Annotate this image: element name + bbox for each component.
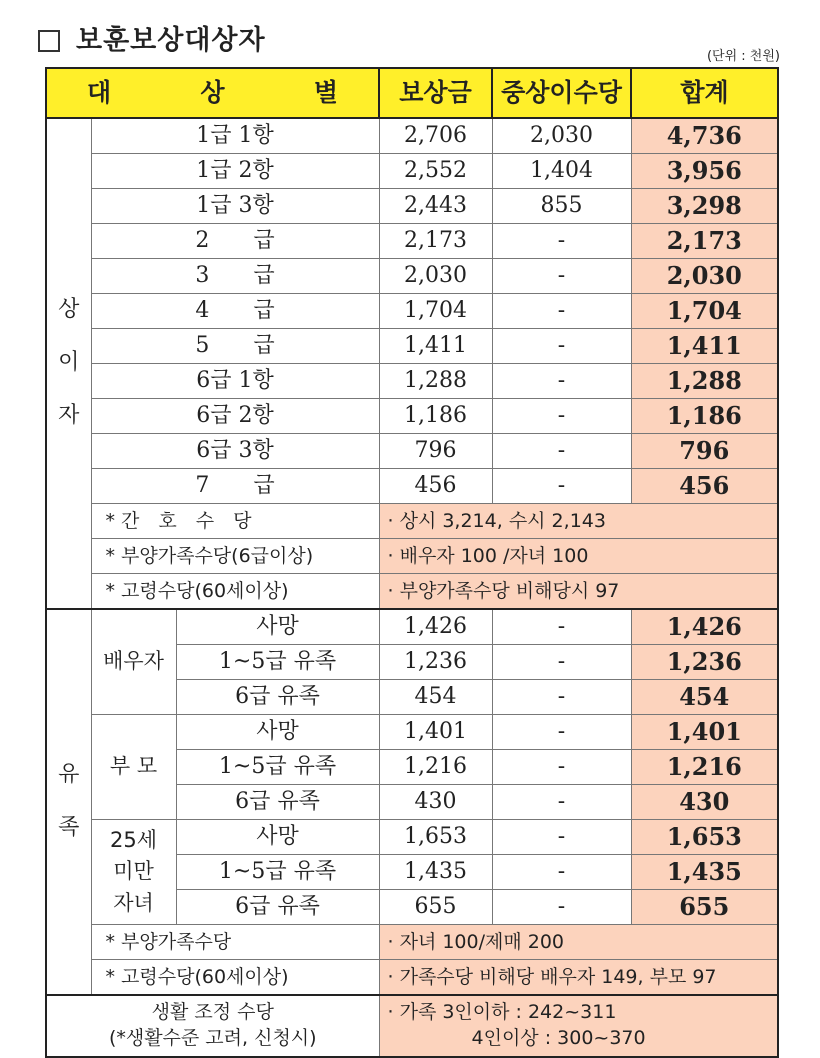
grade-cell: 1급 3항 bbox=[91, 189, 379, 224]
living-allowance-value: · 가족 3인이하 : 242~311 4인이상 : 300~370 bbox=[379, 995, 778, 1057]
total-cell: 2,173 bbox=[631, 224, 778, 259]
note-row bbox=[46, 504, 778, 539]
severe-allowance-cell: - bbox=[492, 890, 631, 925]
page-title bbox=[38, 18, 266, 57]
checkbox-square-icon bbox=[38, 30, 60, 52]
compensation-cell: 1,411 bbox=[379, 329, 492, 364]
note-value: · 자녀 100/제매 200 bbox=[379, 925, 778, 960]
note-label: * 고령수당(60세이상) bbox=[91, 960, 379, 996]
grade-cell: 1급 1항 bbox=[91, 118, 379, 154]
header-category-char: 상 bbox=[200, 78, 225, 108]
table-row bbox=[46, 294, 778, 329]
total-cell: 1,216 bbox=[631, 750, 778, 785]
compensation-cell: 796 bbox=[379, 434, 492, 469]
compensation-cell: 2,706 bbox=[379, 118, 492, 154]
compensation-cell: 456 bbox=[379, 469, 492, 504]
compensation-cell: 1,288 bbox=[379, 364, 492, 399]
total-cell: 1,704 bbox=[631, 294, 778, 329]
total-cell: 655 bbox=[631, 890, 778, 925]
total-cell: 430 bbox=[631, 785, 778, 820]
living-allowance-label: 생활 조정 수당 (*생활수준 고려, 신청시) bbox=[46, 995, 379, 1057]
note-value: · 상시 3,214, 수시 2,143 bbox=[379, 504, 778, 539]
note-label: * 간 호 수 당 bbox=[91, 504, 379, 539]
table-row bbox=[46, 715, 778, 750]
compensation-cell: 2,443 bbox=[379, 189, 492, 224]
severe-allowance-cell: - bbox=[492, 750, 631, 785]
compensation-cell: 655 bbox=[379, 890, 492, 925]
bereaved-group-label: 부 모 bbox=[91, 715, 176, 820]
table-row bbox=[46, 189, 778, 224]
total-cell: 456 bbox=[631, 469, 778, 504]
grade-cell: 5 급 bbox=[91, 329, 379, 364]
total-cell: 1,186 bbox=[631, 399, 778, 434]
total-cell: 1,236 bbox=[631, 645, 778, 680]
unit-label: (단위 : 천원) bbox=[706, 49, 780, 64]
table-row bbox=[46, 118, 778, 154]
total-cell: 796 bbox=[631, 434, 778, 469]
compensation-cell: 1,653 bbox=[379, 820, 492, 855]
header-category bbox=[46, 68, 379, 118]
total-cell: 1,288 bbox=[631, 364, 778, 399]
note-row bbox=[46, 960, 778, 996]
bereaved-type-cell: 1~5급 유족 bbox=[176, 645, 379, 680]
title-text: 보훈보상대상자 bbox=[76, 25, 266, 56]
compensation-cell: 1,435 bbox=[379, 855, 492, 890]
severe-allowance-cell: - bbox=[492, 399, 631, 434]
severe-allowance-cell: - bbox=[492, 224, 631, 259]
bereaved-type-cell: 6급 유족 bbox=[176, 680, 379, 715]
grade-cell: 1급 2항 bbox=[91, 154, 379, 189]
bereaved-group-label: 25세 미만 자녀 bbox=[91, 820, 176, 925]
table-row bbox=[46, 364, 778, 399]
severe-allowance-cell: - bbox=[492, 294, 631, 329]
table-row bbox=[46, 469, 778, 504]
header-category-char: 별 bbox=[313, 78, 338, 108]
severe-allowance-cell: - bbox=[492, 820, 631, 855]
compensation-table bbox=[45, 67, 779, 1058]
severe-allowance-cell: - bbox=[492, 259, 631, 294]
living-allowance-value-line2: 4인이상 : 300~370 bbox=[471, 1027, 646, 1049]
severe-allowance-cell: 855 bbox=[492, 189, 631, 224]
grade-cell: 4 급 bbox=[91, 294, 379, 329]
header-row bbox=[46, 68, 778, 118]
compensation-cell: 430 bbox=[379, 785, 492, 820]
severe-allowance-cell: - bbox=[492, 855, 631, 890]
table-row bbox=[46, 820, 778, 855]
note-label: * 고령수당(60세이상) bbox=[91, 574, 379, 610]
severe-allowance-cell: - bbox=[492, 364, 631, 399]
bereaved-type-cell: 6급 유족 bbox=[176, 785, 379, 820]
note-label: * 부양가족수당(6급이상) bbox=[91, 539, 379, 574]
severe-allowance-cell: - bbox=[492, 680, 631, 715]
note-row bbox=[46, 925, 778, 960]
note-value: · 부양가족수당 비해당시 97 bbox=[379, 574, 778, 610]
note-value: · 배우자 100 /자녀 100 bbox=[379, 539, 778, 574]
bereaved-type-cell: 사망 bbox=[176, 820, 379, 855]
bereaved-type-cell: 1~5급 유족 bbox=[176, 855, 379, 890]
total-cell: 1,653 bbox=[631, 820, 778, 855]
total-cell: 454 bbox=[631, 680, 778, 715]
header-category-char: 대 bbox=[87, 78, 112, 108]
bereaved-type-cell: 사망 bbox=[176, 715, 379, 750]
injured-section-label: 상 이 자 bbox=[46, 118, 91, 609]
compensation-cell: 1,401 bbox=[379, 715, 492, 750]
living-allowance-row bbox=[46, 995, 778, 1057]
grade-cell: 3 급 bbox=[91, 259, 379, 294]
bereaved-section-label: 유 족 bbox=[46, 609, 91, 995]
header-total: 합계 bbox=[631, 68, 778, 118]
table-row bbox=[46, 154, 778, 189]
total-cell: 3,956 bbox=[631, 154, 778, 189]
compensation-cell: 1,216 bbox=[379, 750, 492, 785]
note-label: * 부양가족수당 bbox=[91, 925, 379, 960]
table-row bbox=[46, 434, 778, 469]
note-value: · 가족수당 비해당 배우자 149, 부모 97 bbox=[379, 960, 778, 996]
severe-allowance-cell: - bbox=[492, 715, 631, 750]
severe-allowance-cell: - bbox=[492, 645, 631, 680]
table-row bbox=[46, 259, 778, 294]
compensation-cell: 1,426 bbox=[379, 609, 492, 645]
severe-allowance-cell: 1,404 bbox=[492, 154, 631, 189]
compensation-cell: 2,030 bbox=[379, 259, 492, 294]
header-compensation: 보상금 bbox=[379, 68, 492, 118]
grade-cell: 2 급 bbox=[91, 224, 379, 259]
grade-cell: 7 급 bbox=[91, 469, 379, 504]
total-cell: 2,030 bbox=[631, 259, 778, 294]
total-cell: 3,298 bbox=[631, 189, 778, 224]
severe-allowance-cell: - bbox=[492, 785, 631, 820]
total-cell: 1,411 bbox=[631, 329, 778, 364]
compensation-cell: 2,173 bbox=[379, 224, 492, 259]
total-cell: 1,401 bbox=[631, 715, 778, 750]
table-row bbox=[46, 609, 778, 645]
severe-allowance-cell: 2,030 bbox=[492, 118, 631, 154]
bereaved-group-label: 배우자 bbox=[91, 609, 176, 715]
compensation-cell: 454 bbox=[379, 680, 492, 715]
severe-allowance-cell: - bbox=[492, 469, 631, 504]
table-row bbox=[46, 224, 778, 259]
compensation-cell: 1,186 bbox=[379, 399, 492, 434]
table-row bbox=[46, 329, 778, 364]
grade-cell: 6급 2항 bbox=[91, 399, 379, 434]
severe-allowance-cell: - bbox=[492, 434, 631, 469]
severe-allowance-cell: - bbox=[492, 329, 631, 364]
total-cell: 1,426 bbox=[631, 609, 778, 645]
total-cell: 4,736 bbox=[631, 118, 778, 154]
bereaved-type-cell: 1~5급 유족 bbox=[176, 750, 379, 785]
note-row bbox=[46, 539, 778, 574]
compensation-cell: 1,236 bbox=[379, 645, 492, 680]
header-severe-allowance: 중상이수당 bbox=[492, 68, 631, 118]
table-row bbox=[46, 399, 778, 434]
total-cell: 1,435 bbox=[631, 855, 778, 890]
bereaved-type-cell: 사망 bbox=[176, 609, 379, 645]
compensation-cell: 2,552 bbox=[379, 154, 492, 189]
grade-cell: 6급 1항 bbox=[91, 364, 379, 399]
grade-cell: 6급 3항 bbox=[91, 434, 379, 469]
note-row bbox=[46, 574, 778, 610]
compensation-cell: 1,704 bbox=[379, 294, 492, 329]
severe-allowance-cell: - bbox=[492, 609, 631, 645]
bereaved-type-cell: 6급 유족 bbox=[176, 890, 379, 925]
